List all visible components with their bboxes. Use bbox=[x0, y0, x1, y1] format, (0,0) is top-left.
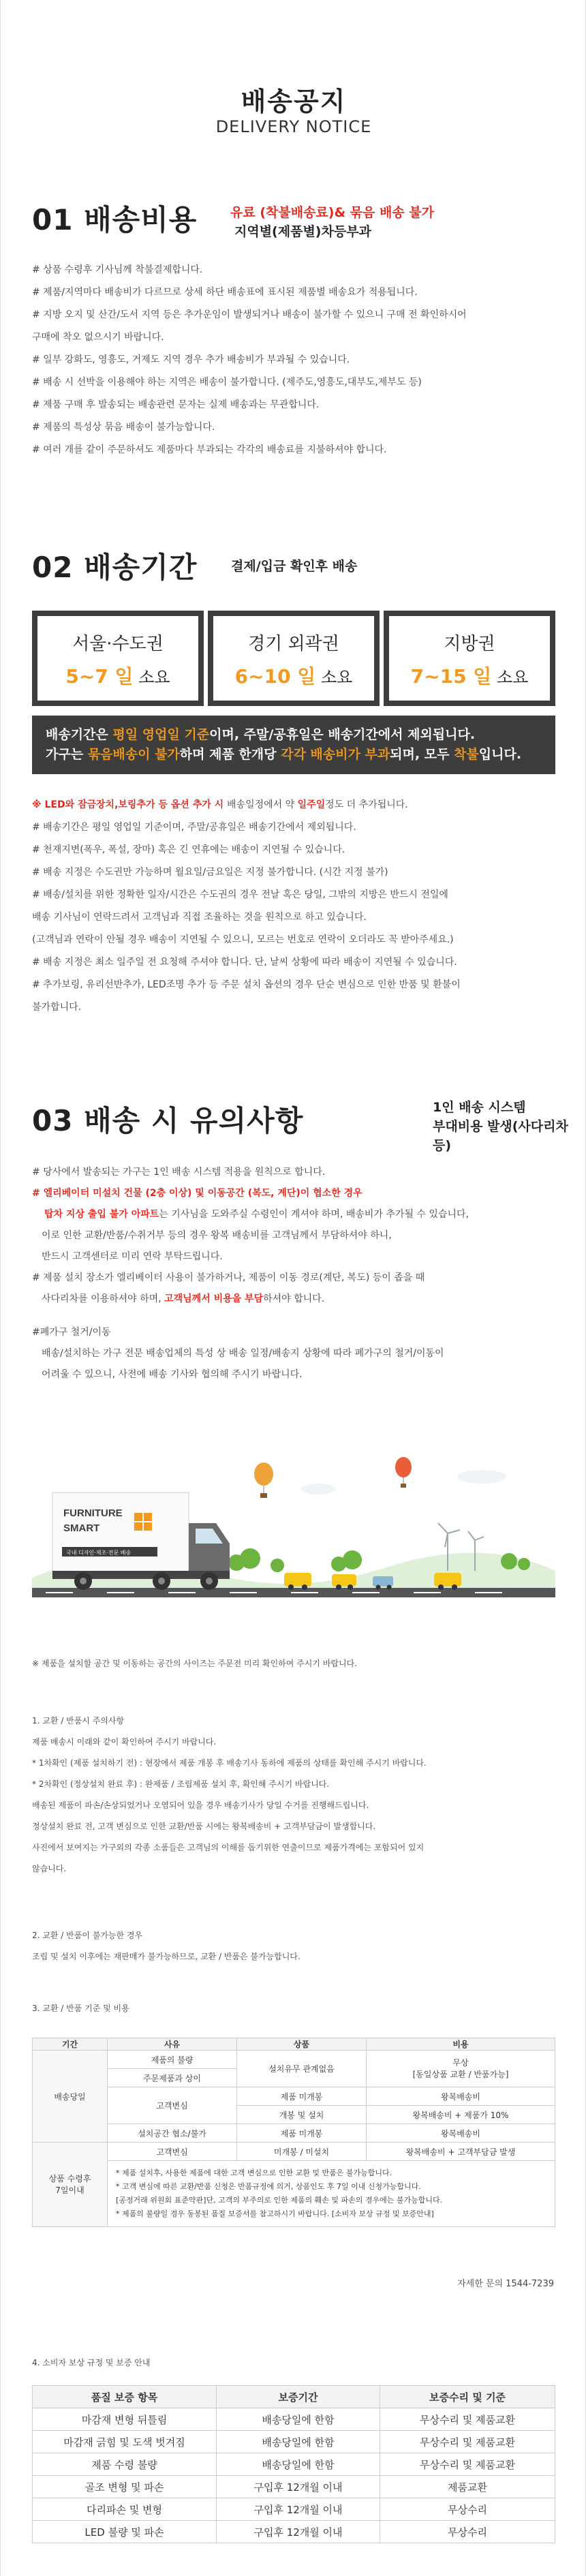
section-1-title: 01 배송비용 bbox=[32, 203, 198, 236]
warranty-table bbox=[32, 2385, 555, 2543]
truck-brand-2: SMART bbox=[63, 1522, 100, 1534]
section-3-title: 03 배송 시 유의사항 bbox=[32, 1104, 304, 1137]
table-row: 골조 변형 및 파손 구입후 12개월 이내 제품교환 bbox=[33, 2476, 555, 2498]
table-row: 설치공간 협소/불가 제품 미개봉 왕복배송비 bbox=[33, 2124, 555, 2143]
table-header-row: 기간 사유 상품 비용 bbox=[33, 2038, 555, 2051]
option-delay-note: ※ LED와 잠금장치,보링추가 등 옵션 추가 시 배송일정에서 약 일주일정도 더 추가됩니다. bbox=[32, 799, 408, 810]
section-1-lines: # 상품 수령후 기사님께 착불결제합니다. # 제품/지역마다 배송비가 다르므로 상세 하단 배송표에 표시된 제품별 배송요가 적용됩니다. # 지방 오지 및 산간/도서 지역 등은 추가운임이 발생되거나 배송이 불가할 수 있으니 구매 전 확인하시어 구매에 착오 없으시기 바랍니다. # 일부 강화도, 영흥도, 거제도 지역 경우 추가 배송비가 부과될 수 있습니다. # 배송 시 선박을 이용해야 하는 지역은 배송이 불가합니다. (제주도,영흥도,대부도,제부도 등) # 제품 구매 후 발송되는 배송관련 문자는 실제 배송과는 무관합니다. # 제품의 특성상 묶음 배송이 불가능합니다. # 여러 개를 같이 주문하셔도 제품마다 부과되는 각각의 배송료를 지불하셔야 합니다. bbox=[32, 264, 467, 455]
section-2-lines: ※ LED와 잠금장치,보링추가 등 옵션 추가 시 배송일정에서 약 일주일정도 더 추가됩니다. # 배송기간은 평일 영업일 기준이며, 주말/공휴일은 배송기간에서 제외됩니다. # 천재지변(폭우, 폭설, 장마) 혹은 긴 연휴에는 배송이 지연될 수 있습니다. # 배송 지정은 수도권만 가능하며 월요일/금요일은 지정 불가합니다. (시간 지정 불가) # 배송/설치를 위한 정확한 일자/시간은 수도권의 경우 전날 혹은 당일, 그밖의 지방은 반드시 전일에 배송 기사님이 연락드려서 고객님과 직접 조율하는 것을 원칙으로 하고 있습니다. (고객님과 연락이 안될 경우 배송이 지연될 수 있으니, 모르는 번호로 연락이 오더라도 꼭 받아주세요.) # 배송 지정은 최소 일주일 전 요청해 주셔야 합니다. 단, 날씨 상황에 따라 배송이 지연될 수 있습니다. # 추가보링, 유리선반추가, LED조명 추가 등 주문 설치 옵션의 경우 단순 변심으로 인한 반품 및 환불이 불가합니다. bbox=[32, 794, 564, 1019]
region-box-seoul: 서울·수도권 5~7 일 소요 bbox=[32, 611, 204, 706]
truck-brand-1: FURNITURE bbox=[63, 1507, 123, 1519]
return-cost-table bbox=[32, 2038, 555, 2227]
table-row: 주문제품과 상이 bbox=[33, 2069, 555, 2087]
table-notes-row: * 제품 설치후, 사용한 제품에 대한 고객 변심으로 인한 교환 및 반품은 불가능합니다. * 고객 변심에 따른 교환/반품 신청은 반품규정에 의거, 상품인도 후 7일 이내 신청가능합니다. [공정거래 위원회 표준약관]단, 고객의 부주의로 인한 제품의 훼손 및 파손의 경우에는 불가능합니다. * 제품의 불량일 경우 동봉된 품질 보증서를 참고하시기 바랍니다. [소비자 보상 규정 및 보증안내] bbox=[33, 2161, 555, 2227]
no-return-notes: 2. 교환 / 반품이 불가능한 경우 조립 및 설치 이후에는 재판매가 불가능하므로, 교환 / 반품은 불가능합니다. bbox=[32, 1931, 300, 1961]
truck-slogan: 국내 디자인·제조·전문 배송 bbox=[66, 1550, 132, 1556]
region-box-gyeonggi: 경기 외곽권 6~10 일 소요 bbox=[208, 611, 380, 706]
section-3-side-note: 1인 배송 시스템 부대비용 발생(사다리차 등) bbox=[433, 1100, 568, 1153]
contact-phone: 자세한 문의 1544-7239 bbox=[457, 2279, 554, 2289]
return-notes: 1. 교환 / 반품시 주의사항 제품 배송시 이래와 같이 확인하여 주시기 바랍니다. * 1차확인 (제품 설치하기 전) : 현장에서 제품 개봉 후 배송기사 동하에 제품의 상태를 확인해 주시기 바랍니다. * 2차확인 (정상설치 완료 후) : 완제품 / 조립제품 설치 후, 확인해 주시기 바랍니다. 배송된 제품이 파손/손상되었거나 오염되어 있을 경우 배송기사가 당일 수거를 진행해드립니다. 정상설치 완료 전, 고객 변심으로 인한 교환/반품 시에는 왕복배송비 + 고객부담금이 발생합니다. 사진에서 보여지는 가구외의 각종 소품들은 고객님의 이해를 돕기위한 연출이므로 제품가격에는 포함되어 있지 않습니다. bbox=[32, 1716, 427, 1873]
notes-block: ※ 제품을 설치할 공간 및 이동하는 공간의 사이즈는 주문전 미리 확인하여 주시기 바랍니다. bbox=[32, 1659, 357, 1668]
table-row: 마감재 긁힘 및 도색 벗겨짐 배송당일에 한함 무상수리 및 제품교환 bbox=[33, 2431, 555, 2453]
table-row: 제품 수령 불량 배송당일에 한함 무상수리 및 제품교환 bbox=[33, 2453, 555, 2476]
table2-heading: 4. 소비자 보상 규정 및 보증 안내 bbox=[32, 2358, 151, 2367]
section-2-title: 02 배송기간 bbox=[32, 551, 198, 584]
table-row: 개봉 및 설치 왕복배송비 + 제품가 10% bbox=[33, 2106, 555, 2124]
table1-heading: 3. 교환 / 반품 기준 및 비용 bbox=[32, 2004, 129, 2013]
table-header-row: 품질 보증 항목 보증기간 보증수리 및 기준 bbox=[33, 2386, 555, 2408]
section-1-sub-note: 지역별(제품별)차등부과 bbox=[234, 224, 371, 239]
section-1-red-note: 유료 (착불배송료)& 묶음 배송 불가 bbox=[230, 205, 434, 220]
section-3-lines: # 당사에서 발송되는 가구는 1인 배송 시스템 적용을 원칙으로 합니다. # 엘리베이터 미설치 건물 (2층 이상) 및 이동공간 (복도, 계단)이 협소한 경우 탑차 지상 출입 불가 아파트는 기사님을 도와주실 수령인이 계셔야 하며, 배송비가 추가될 수 있습니다, 이로 인한 교환/반품/수취거부 등의 경우 왕복 배송비를 고객님께서 부담하셔야 하니, 반드시 고객센터로 미리 연락 부탁드립니다. # 제품 설치 장소가 엘리베이터 사용이 불가하거나, 제품이 이동 경로(계단, 복도) 등이 좁을 때 사다리차를 이용하셔야 하며, 고객님께서 비용을 부담하셔야 합니다. #폐가구 철거/이동 배송/설치하는 가구 전문 배송업체의 특성 상 배송 일정/배송지 상황에 따라 폐가구의 철거/이동이 어려울 수 있으니, 사전에 배송 기사와 협의해 주시기 바랍니다. bbox=[32, 1167, 469, 1380]
table-row: 마감재 변형 뒤틀림 배송당일에 한함 무상수리 및 제품교환 bbox=[33, 2408, 555, 2431]
table-row: 배송당일 제품의 불량 설치유무 관계없음 무상 [동일상품 교환 / 반품가능] bbox=[33, 2051, 555, 2069]
delivery-period-banner: 배송기간은 평일 영업일 기준이며, 주말/공휴일은 배송기간에서 제외됩니다. 가구는 묶음배송이 불가하며 제품 한개당 각각 배송비가 부과되며, 모두 착불입니다. bbox=[32, 716, 555, 774]
table-row: LED 불량 및 파손 구입후 12개월 이내 무상수리 bbox=[33, 2521, 555, 2543]
page-subtitle: DELIVERY NOTICE bbox=[215, 117, 372, 136]
section-2-note: 결제/입금 확인후 배송 bbox=[231, 559, 358, 574]
page-title: 배송공지 bbox=[241, 87, 347, 117]
delivery-truck-illustration bbox=[32, 1435, 555, 1605]
region-box-provincial: 지방권 7~15 일 소요 bbox=[384, 611, 555, 706]
table-row: 다리파손 및 변형 구입후 12개월 이내 무상수리 bbox=[33, 2498, 555, 2521]
truck-scene-svg bbox=[32, 1435, 555, 1605]
table-row: 고객변심 제품 미개봉 왕복배송비 bbox=[33, 2087, 555, 2106]
table-row: 상품 수령후 7일이내 고객변심 미개봉 / 미설치 왕복배송비 + 고객부담금 발생 bbox=[33, 2143, 555, 2161]
